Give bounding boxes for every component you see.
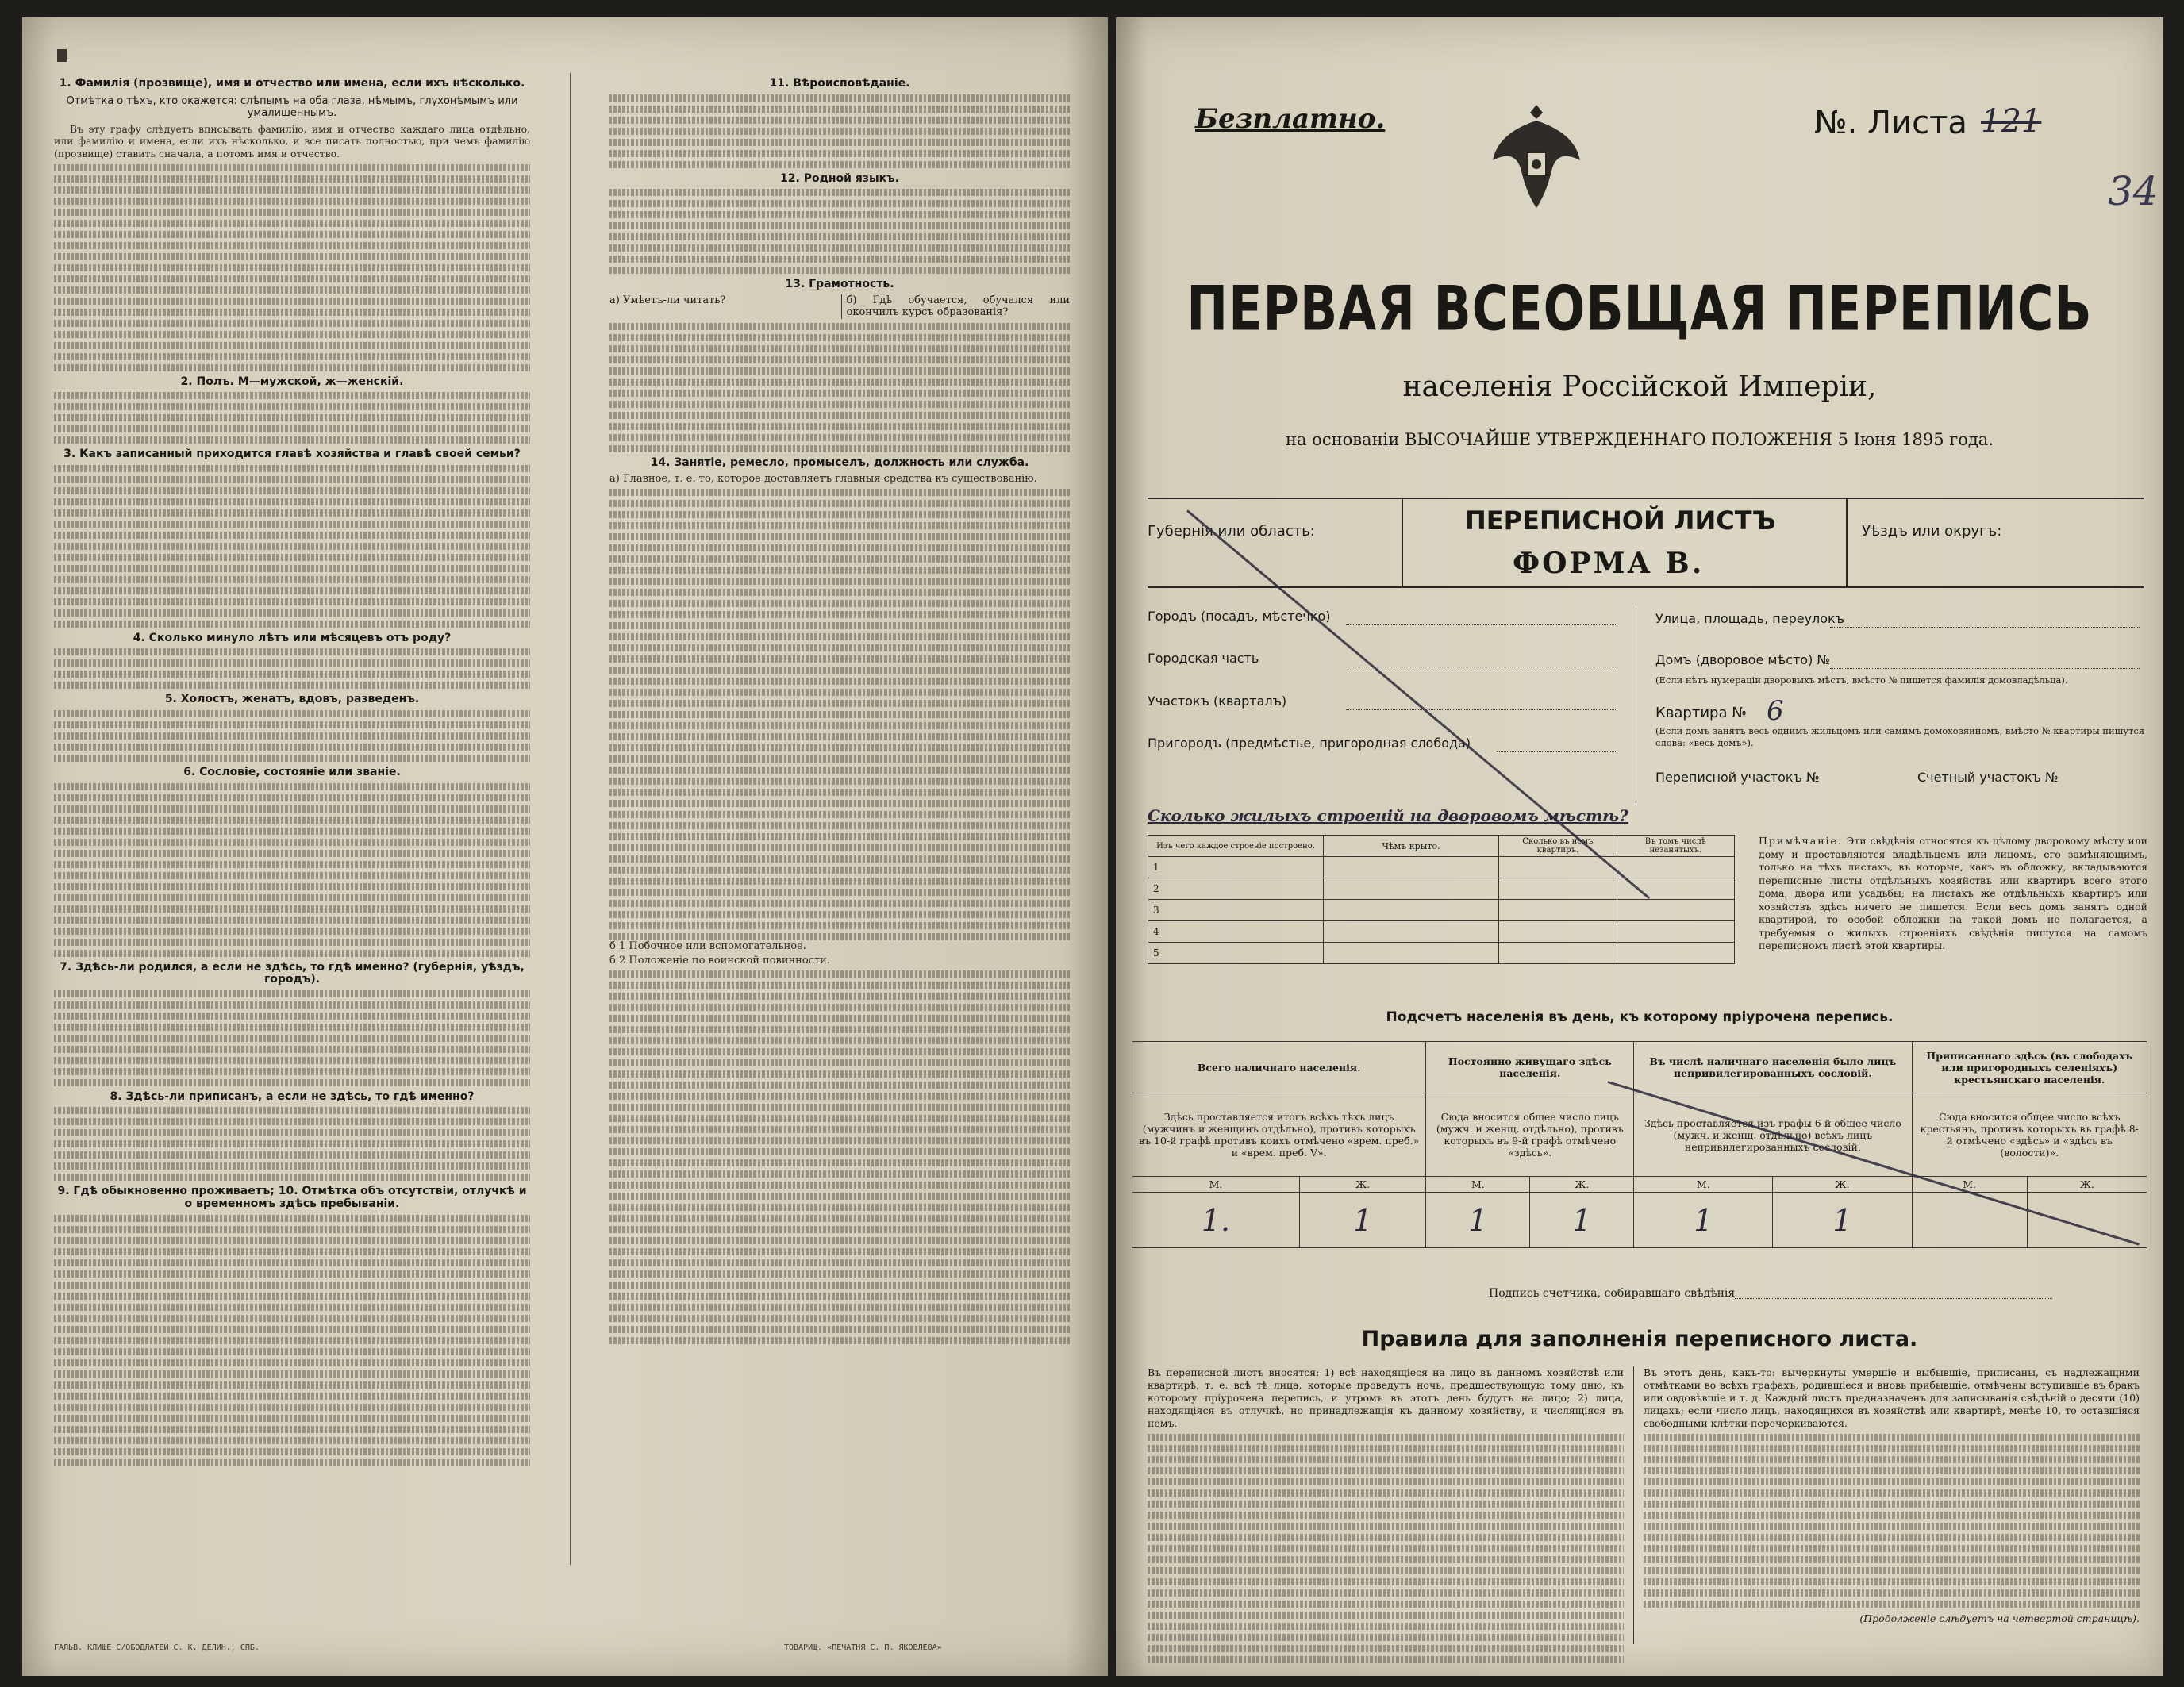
count-mf-row (1132, 1177, 2147, 1193)
buildings-col-header: Чѣмъ крыто. (1324, 836, 1499, 857)
continue-note: (Продолженіе слѣдуетъ на четвертой страницѣ). (1859, 1612, 2140, 1624)
buildings-note (1759, 835, 2147, 953)
table-cell[interactable] (1324, 943, 1499, 964)
table-cell[interactable] (1499, 921, 1617, 943)
flat-value: 6 (1767, 695, 1784, 727)
female-label: Ж. (1300, 1177, 1426, 1193)
section-4-title: 4. Сколько минуло лѣтъ или мѣсяцевъ отъ роду? (133, 631, 452, 644)
census-basis: на основаніи ВЫСОЧАЙШЕ УТВЕРЖДЕННАГО ПОЛОЖЕНІЯ 5 Іюня 1895 года. (1285, 430, 1994, 449)
counter-precinct-label: Счетный участокъ № (1917, 770, 2059, 785)
table-cell[interactable] (1324, 857, 1499, 878)
count-col-desc: Здѣсь проставляется итогъ всѣхъ тѣхъ лицъ (мужчинъ и женщинъ отдѣльно), противъ которыхъ въ 10-й графѣ противъ коихъ отмѣчено «врем. преб.» и «врем. преб. V». (1132, 1093, 1426, 1177)
header-divider (1846, 499, 1848, 586)
house-field[interactable] (1830, 668, 2140, 669)
section-13-subheads (609, 294, 1070, 319)
female-label: Ж. (1530, 1177, 1634, 1193)
buildings-col-header: Въ томъ числѣ незанятыхъ. (1617, 836, 1734, 857)
count-value[interactable]: 1 (1426, 1193, 1530, 1248)
table-cell[interactable] (1324, 921, 1499, 943)
table-cell[interactable] (1499, 878, 1617, 900)
count-value[interactable]: 1 (1773, 1193, 1912, 1248)
section-13-b: б) Гдѣ обучается, обучался или окончилъ курсъ образованія? (841, 294, 1071, 319)
left-page (22, 17, 1108, 1676)
section-1-text: Въ эту графу слѣдуетъ вписывать фамилію, имя и отчество каждаго лица отдѣльно, или фамилію и имена, если ихъ нѣсколько, и все писать полностью, при чемъ фамилію (прозвище) ставить сначала, а потомъ имя и отчество. (54, 122, 530, 159)
precinct-field[interactable] (1346, 709, 1616, 710)
section-6-title: 6. Сословіе, состояніе или званіе. (183, 765, 401, 778)
text-block (54, 990, 530, 1086)
count-value[interactable]: 1. (1132, 1193, 1300, 1248)
section-14-a: а) Главное, т. е. то, которое доставляетъ главныя средства къ существованію. (609, 472, 1037, 485)
buildings-question: Сколько жилыхъ строеній на дворовомъ мѣстѣ? (1148, 806, 1628, 825)
section-1-title: 1. Фамилія (прозвище), имя и отчество или имена, если ихъ нѣсколько. (59, 77, 525, 90)
census-precinct-label: Переписной участокъ № (1655, 770, 1820, 785)
note-title: Примѣчаніе. (1759, 835, 1843, 847)
rules-divider (1633, 1366, 1634, 1644)
count-col-header: Постоянно живущаго здѣсь населенія. (1426, 1042, 1634, 1093)
flat-label: Квартира № (1655, 705, 1747, 721)
signature-field[interactable] (1735, 1298, 2052, 1299)
house-label: Домъ (дворовое мѣсто) № (1655, 652, 1831, 667)
suburb-field[interactable] (1497, 751, 1616, 752)
table-cell[interactable] (1617, 921, 1734, 943)
form-header-box (1148, 498, 2144, 588)
count-value[interactable] (1912, 1193, 2027, 1248)
table-cell[interactable] (1499, 857, 1617, 878)
text-block (1148, 1434, 1624, 1663)
form-title: ПЕРЕПИСНОЙ ЛИСТЪ (1465, 505, 1776, 536)
census-subtitle: населенія Россійской Имперіи, (1402, 371, 1877, 403)
street-label: Улица, площадь, переулокъ (1655, 611, 1845, 626)
count-table-desc (1132, 1093, 2147, 1177)
row-number: 1 (1148, 857, 1324, 878)
text-block (54, 710, 530, 762)
header-divider (1402, 499, 1403, 586)
table-row (1148, 943, 1735, 964)
city-field[interactable] (1346, 624, 1616, 625)
archive-number: 34 (2108, 168, 2159, 214)
section-11-title: 11. Вѣроисповѣданіе. (769, 77, 910, 90)
table-cell[interactable] (1617, 878, 1734, 900)
count-col-desc: Сюда вносится общее число всѣхъ крестьянъ, противъ которыхъ въ графѣ 8-й отмѣчено «здѣсь» и «здѣсь въ (волости)». (1912, 1093, 2147, 1177)
female-label: Ж. (1773, 1177, 1912, 1193)
text-block (54, 465, 530, 628)
imprint-left: ГАЛЬВ. КЛИШЕ С/ОБОДЛАТЕЙ С. К. ДЕЛИН., СПБ. (54, 1643, 260, 1652)
section-5-title: 5. Холостъ, женатъ, вдовъ, разведенъ. (164, 693, 420, 706)
row-number: 2 (1148, 878, 1324, 900)
count-value[interactable]: 1 (1634, 1193, 1773, 1248)
male-label: М. (1634, 1177, 1773, 1193)
section-2-title: 2. Полъ. М—мужской, ж—женскій. (180, 375, 404, 388)
form-b-label: ФОРМА В. (1513, 547, 1705, 580)
male-label: М. (1426, 1177, 1530, 1193)
table-row (1148, 900, 1735, 921)
signature-label: Подпись счетчика, собиравшаго свѣдѣнія (1489, 1287, 1736, 1300)
text-block (54, 164, 530, 371)
section-12-title: 12. Родной языкъ. (780, 171, 899, 185)
row-number: 3 (1148, 900, 1324, 921)
text-block (609, 323, 1070, 452)
text-block (54, 392, 530, 444)
table-cell[interactable] (1499, 900, 1617, 921)
section-3-title: 3. Какъ записанный приходится главѣ хозяйства и главѣ своей семьи? (63, 448, 521, 461)
table-cell[interactable] (1617, 943, 1734, 964)
count-col-desc: Сюда вносится общее число лицъ (мужч. и женщ. отдѣльно), противъ которыхъ въ 9-й графѣ отмѣчено «здѣсь». (1426, 1093, 1634, 1177)
text-block (1644, 1434, 2140, 1608)
section-13-a: а) Умѣетъ-ли читать? (609, 294, 726, 306)
row-number: 5 (1148, 943, 1324, 964)
buildings-col-header: Сколько въ немъ квартиръ. (1499, 836, 1617, 857)
table-cell[interactable] (1617, 900, 1734, 921)
rules-text: Въ этотъ день, какъ-то: вычеркнуты умершіе и выбывшіе, приписаны, съ надлежащими отмѣтками во всѣхъ графахъ, родившіеся и вновь прибывшіе, отмѣчены вступившіе въ бракъ или овдовѣвшіе и т. д. Каждый листъ предназначенъ для записыванія свѣдѣній о десяти (10) лицахъ; если число лицъ, находящихся въ хозяйствѣ или квартирѣ, менѣе 10, то оставшіяся свободными клѣтки перечеркиваются. (1644, 1366, 2140, 1429)
street-field[interactable] (1830, 627, 2140, 628)
district-label: Уѣздъ или округъ: (1862, 523, 2002, 540)
male-label: М. (1912, 1177, 2027, 1193)
section-14-title: 14. Занятіе, ремесло, промыселъ, должность или служба. (650, 455, 1029, 469)
text-block (609, 189, 1070, 274)
suburb-label: Пригородъ (предмѣстье, пригородная слобода) (1148, 736, 1471, 751)
buildings-col-header: Изъ чего каждое строеніе построено. (1148, 836, 1324, 857)
count-col-desc: Здѣсь проставляется изъ графы 6-й общее число (мужч. и женщ. отдѣльно) всѣхъ лицъ непривилегированныхъ сословій. (1634, 1093, 1912, 1177)
flat-note: (Если домъ занятъ весь однимъ жильцомъ или самимъ домохозяиномъ, вмѣсто № квартиры пишутся слова: «весь домъ»). (1655, 725, 2145, 748)
table-cell[interactable] (1499, 943, 1617, 964)
buildings-table-header (1148, 836, 1735, 857)
right-page (1116, 17, 2163, 1676)
count-col-header: Приписаннаго здѣсь (въ слободахъ или пригородныхъ селеніяхъ) крестьянскаго населенія. (1912, 1042, 2147, 1093)
section-7-title: 7. Здѣсь-ли родился, а если не здѣсь, то гдѣ именно? (губернія, уѣздъ, городъ). (60, 960, 525, 986)
table-cell[interactable] (1324, 900, 1499, 921)
count-col-header: Всего наличнаго населенія. (1132, 1042, 1426, 1093)
buildings-table (1148, 835, 1735, 964)
male-label: М. (1132, 1177, 1300, 1193)
rules-text: Въ переписной листъ вносятся: 1) всѣ находящіеся на лицо въ данномъ хозяйствѣ или квартирѣ, т. е. всѣ тѣ лица, которые проведутъ ночь, предшествующую тому дню, къ которому пріурочена перепись, и утромъ въ этотъ день будутъ на лицо; 2) лица, находящіяся въ отлучкѣ, но принадлежащія къ данному хозяйству, и числящіяся въ немъ. (1148, 1366, 1624, 1429)
instructions-column-1 (54, 73, 530, 1565)
table-cell[interactable] (1324, 878, 1499, 900)
count-value[interactable]: 1 (1530, 1193, 1634, 1248)
free-label: Безплатно. (1195, 103, 1386, 135)
text-block (54, 1215, 530, 1466)
imprint-right: ТОВАРИЩ. «ПЕЧАТНЯ С. П. ЯКОВЛЕВА» (784, 1643, 942, 1652)
population-count-table (1132, 1041, 2147, 1248)
section-13-title: 13. Грамотность. (785, 278, 894, 291)
count-title: Подсчетъ населенія въ день, къ которому пріурочена перепись. (1386, 1009, 1894, 1025)
count-table-header (1132, 1042, 2147, 1093)
count-value[interactable]: 1 (1300, 1193, 1426, 1248)
page-corner-mark (57, 49, 67, 62)
section-1-subtitle: Отмѣтка о тѣхъ, кто окажется: слѣпымъ на оба глаза, нѣмымъ, глухонѣмымъ или умалишеннымъ. (66, 94, 518, 120)
rules-title: Правила для заполненія переписного листа. (1361, 1327, 1918, 1351)
female-label: Ж. (2027, 1177, 2147, 1193)
section-9-title: 9. Гдѣ обыкновенно проживаетъ; 10. Отмѣтка объ отсутствіи, отлучкѣ и о временномъ здѣсь пребываніи. (57, 1185, 527, 1210)
text-block (609, 489, 1070, 940)
house-note: (Если нѣтъ нумераціи дворовыхъ мѣстъ, вмѣсто № пишется фамилія домовладѣльца). (1655, 674, 2068, 686)
province-label: Губернія или область: (1148, 523, 1315, 540)
text-block (609, 94, 1070, 168)
rules-column-2 (1644, 1366, 2140, 1625)
rules-column-1 (1148, 1366, 1624, 1663)
sheet-number-label: №. Листа (1814, 105, 1967, 141)
table-cell[interactable] (1617, 857, 1734, 878)
text-block (54, 648, 530, 689)
note-text: Эти свѣдѣнія относятся къ цѣлому дворовому мѣсту или дому и проставляются владѣльцемъ или лицомъ, его замѣняющимъ, только на тѣхъ листахъ, въ которые, какъ въ обложку, вкладываются переписные листы отдѣльныхъ хозяйствъ или квартиръ всего этого дома, двора или усадьбы; на листахъ же отдѣльныхъ квартиръ или хозяйствъ здѣсь ничего не пишется. Если весь домъ занятъ одной квартирой, то особой обложки на такой домъ не полагается, а требуемыя о жилыхъ строеніяхъ свѣдѣнія пишутся на самомъ переписномъ листѣ этой квартиры. (1759, 835, 2147, 951)
section-14-b1: б 1 Побочное или вспомогательное. (609, 940, 806, 953)
table-row (1148, 921, 1735, 943)
count-col-header: Въ числѣ наличнаго населенія было лицъ непривилегированныхъ сословій. (1634, 1042, 1912, 1093)
column-divider (570, 73, 571, 1565)
row-number: 4 (1148, 921, 1324, 943)
table-row (1148, 857, 1735, 878)
census-title: ПЕРВАЯ ВСЕОБЩАЯ ПЕРЕПИСЬ (1186, 271, 2093, 345)
city-part-label: Городская часть (1148, 651, 1259, 666)
instructions-column-2 (609, 73, 1070, 1565)
section-8-title: 8. Здѣсь-ли приписанъ, а если не здѣсь, то гдѣ именно? (110, 1089, 475, 1103)
section-14-b2: б 2 Положеніе по воинской повинности. (609, 954, 830, 966)
city-label: Городъ (посадъ, мѣстечко) (1148, 609, 1331, 624)
precinct-label: Участокъ (кварталъ) (1148, 694, 1287, 709)
text-block (54, 783, 530, 957)
text-block (54, 1107, 530, 1181)
double-eagle-emblem-icon (1489, 97, 1584, 216)
sheet-number-value: 121 (1981, 103, 2042, 140)
text-block (609, 970, 1070, 1344)
